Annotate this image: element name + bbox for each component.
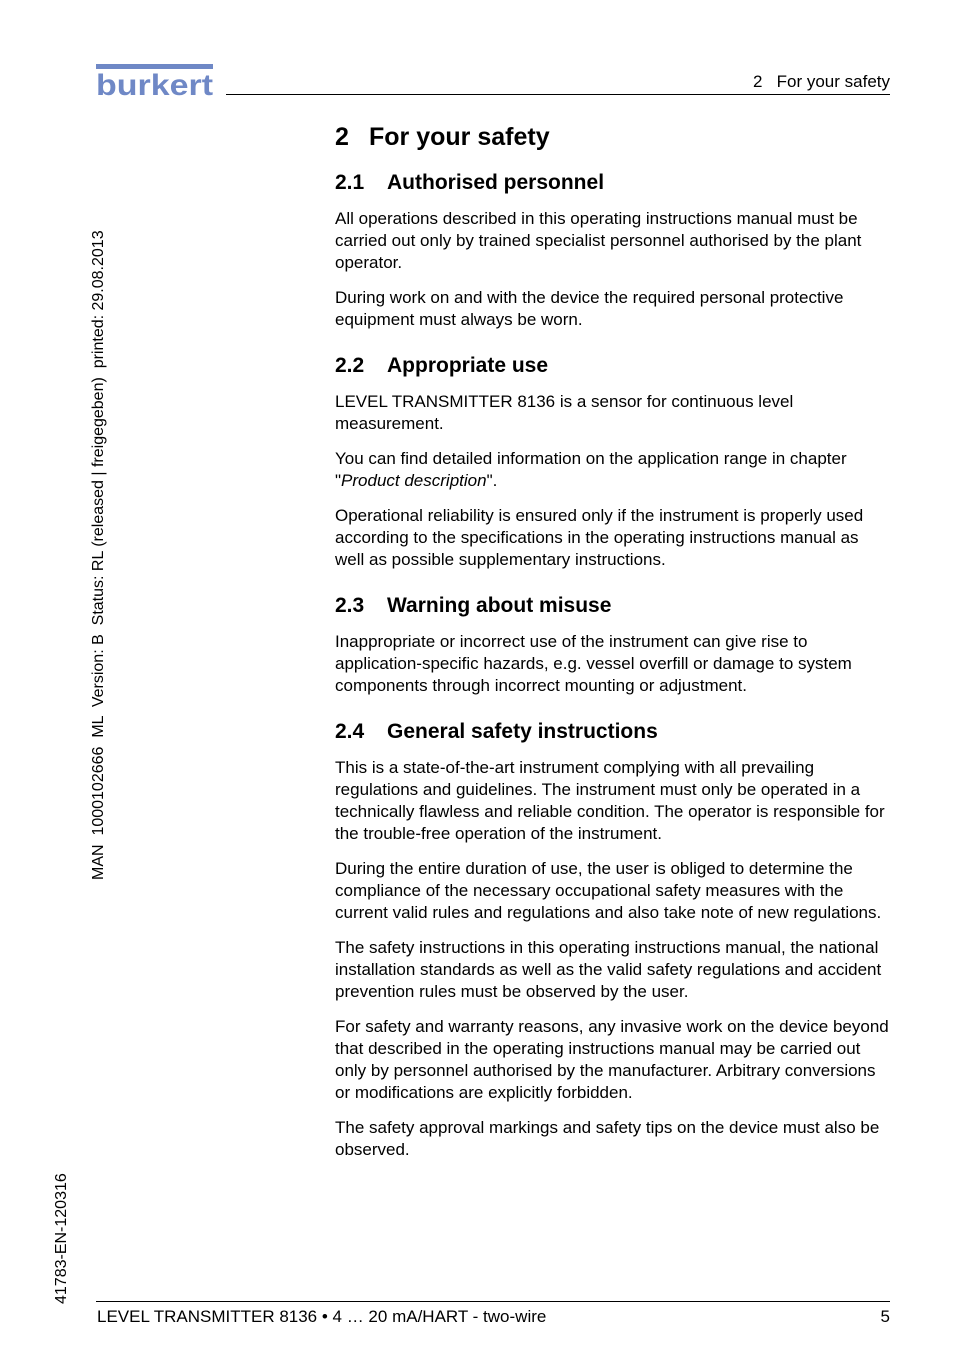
section-number: 2.2 xyxy=(335,354,365,377)
section-warning-misuse xyxy=(335,593,891,697)
paragraph-text-end: ". xyxy=(486,471,498,490)
header-rule xyxy=(226,94,890,95)
paragraph-with-reference xyxy=(335,448,891,492)
section-title: Appropriate use xyxy=(387,354,549,377)
chapter-reference: Product description xyxy=(341,471,487,490)
running-header: 2 For your safety xyxy=(753,72,890,91)
paragraph: All operations described in this operating instructions manual must be carried out only by trained specialist personnel authorised by the plant operator. xyxy=(335,209,862,272)
paragraph-text: You can find detailed information on the application range in chapter " xyxy=(335,449,847,490)
section-heading xyxy=(335,170,891,196)
main-content xyxy=(335,122,891,1174)
section-authorised-personnel xyxy=(335,170,891,331)
paragraph: During the entire duration of use, the user is obliged to determine the compliance of the necessary occupational safety measures with the current valid rules and regulations and also take note of new regulations. xyxy=(335,859,882,922)
section-appropriate-use xyxy=(335,353,891,571)
section-number: 2.1 xyxy=(335,171,365,194)
svg-text:burkert: burkert xyxy=(96,69,214,102)
chapter-number: 2 xyxy=(335,123,349,151)
section-heading xyxy=(335,593,891,619)
chapter-heading xyxy=(335,122,891,152)
section-heading xyxy=(335,353,891,379)
section-number: 2.4 xyxy=(335,720,365,743)
section-title: Authorised personnel xyxy=(387,171,605,194)
paragraph: For safety and warranty reasons, any invasive work on the device beyond that described in the operating instructions manual may be carried out only by personnel authorised by the manufacturer. Arbitrary conversions or modifications are explicitly forbidden. xyxy=(335,1017,889,1102)
section-heading xyxy=(335,719,891,745)
section-number: 2.3 xyxy=(335,594,365,617)
footer-rule xyxy=(96,1301,890,1302)
chapter-title: For your safety xyxy=(369,123,550,151)
paragraph: The safety instructions in this operating instructions manual, the national installation standards as well as the valid safety regulations and accident prevention rules must be observed by the user. xyxy=(335,938,882,1001)
page-number: 5 xyxy=(880,1307,890,1326)
section-title: General safety instructions xyxy=(387,720,658,743)
document-info-margin: MAN 1000102666 ML Version: B Status: RL (released | freigegeben) printed: 29.08.2013 xyxy=(90,230,107,880)
paragraph: Operational reliability is ensured only if the instrument is properly used according to the specifications in the operating instructions manual as well as possible supplementary instructions. xyxy=(335,506,864,569)
paragraph: This is a state-of-the-art instrument complying with all prevailing regulations and guidelines. The instrument must only be operated in a technically flawless and reliable condition. The operator is responsible for the trouble-free operation of the instrument. xyxy=(335,758,885,843)
burkert-logo xyxy=(96,62,214,102)
paragraph: The safety approval markings and safety tips on the device must also be observed. xyxy=(335,1118,880,1159)
section-general-safety xyxy=(335,719,891,1161)
paragraph: During work on and with the device the required personal protective equipment must always be worn. xyxy=(335,288,844,329)
paragraph: LEVEL TRANSMITTER 8136 is a sensor for continuous level measurement. xyxy=(335,392,794,433)
footer-product: LEVEL TRANSMITTER 8136 • 4 … 20 mA/HART - two-wire xyxy=(97,1307,547,1326)
paragraph: Inappropriate or incorrect use of the instrument can give rise to application-specific hazards, e.g. vessel overfill or damage to system components through incorrect mounting or adjustment. xyxy=(335,632,852,695)
section-title: Warning about misuse xyxy=(387,594,612,617)
document-number-margin: 41783-EN-120316 xyxy=(53,1173,70,1304)
